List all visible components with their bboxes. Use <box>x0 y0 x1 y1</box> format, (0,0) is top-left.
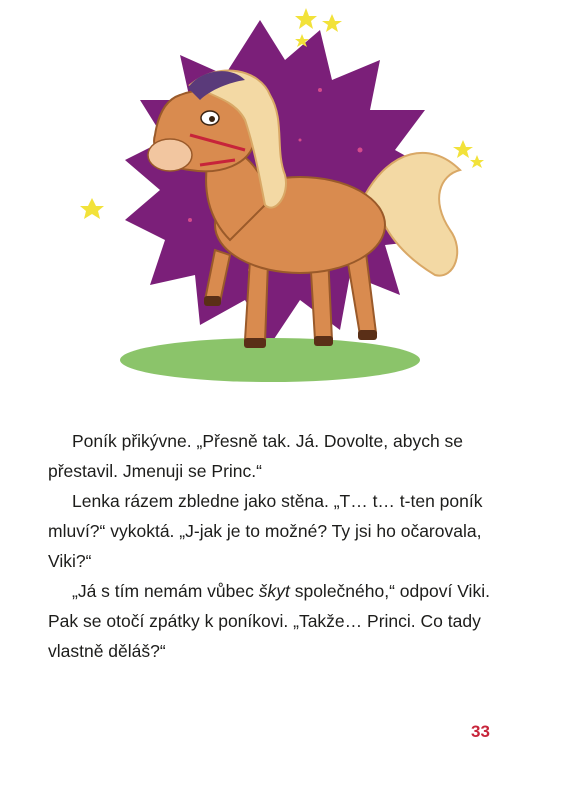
star-icon <box>295 8 317 29</box>
paragraph-3-end: společného,“ odpoví Viki. Pak se otočí zpátky k poníkovi. „Takže… Princi. Co tady vlastně děláš?“ <box>48 581 490 661</box>
paragraph-2: Lenka rázem zbledne jako stěna. „T… t… t-ten poník mluví?“ vykoktá. „J-jak je to možné? Ty jsi ho očarovala, Viki?“ <box>48 491 483 571</box>
star-icon <box>80 198 104 219</box>
paragraph-3 <box>48 576 518 666</box>
pony-pupil <box>209 116 215 122</box>
page-number: 33 <box>471 722 490 741</box>
paragraph-1: Poník přikývne. „Přesně tak. Já. Dovolte, abych se přestavil. Jmenuji se Princ.“ <box>48 431 464 481</box>
italic-word: škyt <box>258 581 290 601</box>
grass-patch <box>120 338 420 382</box>
story-text <box>48 426 518 666</box>
star-icon <box>453 140 473 158</box>
paragraph-3-start: „Já s tím nemám vůbec <box>72 581 259 601</box>
star-icon <box>322 14 342 32</box>
pony-muzzle <box>148 139 192 171</box>
pony-illustration <box>70 0 510 400</box>
star-icon <box>470 155 484 168</box>
